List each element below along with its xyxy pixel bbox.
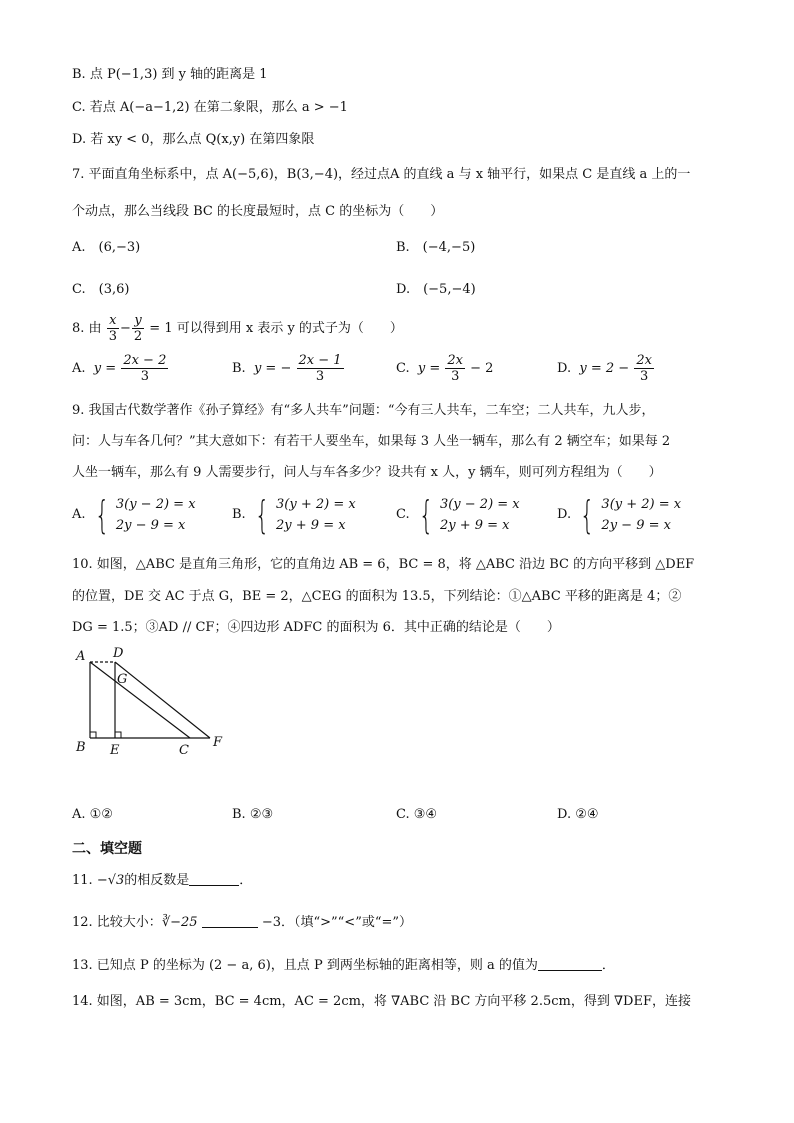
label-b: B: [76, 740, 86, 755]
q9-stem-line1: 9. 我国古代数学著作《孙子算经》有“多人共车”问题：“今有三人共车，二车空；二人共车，九人步，: [72, 403, 655, 418]
q8-option-d: D. y = 2 − $\frac{2x}{3}$: [557, 353, 652, 384]
label-d: D: [113, 646, 124, 661]
q7-stem-line1: 7. 平面直角坐标系中，点 A(−5,6)，B(3,−4)，经过点A 的直线 a 与 x 轴平行，如果点 C 是直线 a 上的一: [72, 167, 691, 182]
section-fill-in-title: 二、填空题: [72, 841, 142, 857]
q10-stem-line3: DG = 1.5；③AD // CF；④四边形 ADFC 的面积为 6．其中正确的结论是（ ）: [72, 620, 560, 635]
label-c: C: [179, 743, 189, 758]
q14-stem-line1: 14. 如图，AB = 3cm，BC = 4cm，AC = 2cm，将 ∇ABC 沿 BC 方向平移 2.5cm，得到 ∇DEF，连接: [72, 994, 691, 1009]
right-angle-mark-b: [90, 732, 96, 738]
q7-option-a: A. (6,−3): [72, 240, 141, 255]
q7-option-d: D. (−5,−4): [396, 282, 476, 297]
q12-expression: ∛−25: [161, 915, 198, 930]
q6-option-c: C. 若点 A(−a−1,2) 在第二象限，那么 a > −1: [72, 100, 348, 115]
label-a: A: [76, 649, 86, 664]
q9-stem-line3: 人坐一辆车，那么有 9 人需要步行，问人与车各多少？设共有 x 人，y 辆车，则可列方程组为（ ）: [72, 465, 662, 480]
q10-option-d: D. ②④: [557, 807, 599, 822]
q10-option-c: C. ③④: [396, 807, 438, 822]
q11: 11. −√3的相反数是 ．: [72, 873, 253, 888]
q8-option-a-fraction: $\frac{2x - 2}{3}$: [123, 353, 167, 384]
q8-frac-x-over-3: $\frac{x}{3}$: [108, 313, 117, 344]
q9-stem-line2: 问：人与车各几何？”其大意如下：有若干人要坐车，如果每 3 人坐一辆车，那么有 2 辆空车；如果每 2: [72, 434, 671, 449]
q10-option-a: A. ①②: [72, 807, 113, 822]
q10-stem-line2: 的位置，DE 交 AC 于点 G，BE = 2，△CEG 的面积为 13.5，下列结论：①△ABC 平移的距离是 4；②: [72, 589, 682, 604]
q7-stem-line2: 个动点，那么当线段 BC 的长度最短时，点 C 的坐标为（ ）: [72, 204, 444, 219]
q8-option-b-fraction: $\frac{2x - 1}{3}$: [298, 353, 342, 384]
q7-option-c: C. (3,6): [72, 282, 130, 297]
q11-expression: −√3: [96, 873, 125, 888]
q10-triangle-figure: [70, 640, 240, 760]
q9-option-d: D. { 3(y + 2) = x 2y − 9 = x: [557, 493, 682, 537]
q8-minus: −: [119, 321, 131, 336]
q6-option-b: B. 点 P(−1,3) 到 y 轴的距离是 1: [72, 67, 268, 82]
q10-option-b: B. ②③: [232, 807, 274, 822]
q7-option-b: B. (−4,−5): [396, 240, 476, 255]
segment-df: [115, 662, 210, 738]
q10-stem-line1: 10. 如图，△ABC 是直角三角形，它的直角边 AB = 6，BC = 8，将 △ABC 沿边 BC 的方向平移到 △DEF: [72, 557, 695, 572]
q8-frac-y-over-2: $\frac{y}{2}$: [133, 313, 143, 344]
q8-option-a: A. y = $\frac{2x - 2}{3}$: [72, 353, 167, 384]
label-f: F: [213, 735, 223, 750]
label-g: G: [117, 672, 128, 687]
segment-ac: [90, 662, 190, 738]
q8-option-c: C. y = $\frac{2x}{3}$ − 2: [396, 353, 494, 384]
q8-option-d-fraction: $\frac{2x}{3}$: [636, 353, 652, 384]
q12: 12. 比较大小：∛−25 −3．（填“>”“<”或“=”）: [72, 915, 413, 930]
q6-option-d: D. 若 xy < 0，那么点 Q(x,y) 在第四象限: [72, 132, 315, 147]
label-e: E: [110, 743, 120, 758]
q9-option-b: B. { 3(y + 2) = x 2y + 9 = x: [232, 493, 356, 537]
q8-suffix: = 1 可以得到用 x 表示 y 的式子为（ ）: [149, 321, 403, 336]
right-angle-mark-e: [115, 732, 121, 738]
q8-prefix: 8. 由: [72, 321, 102, 336]
q11-answer-blank[interactable]: [189, 872, 239, 886]
q9-option-a: A. { 3(y − 2) = x 2y − 9 = x: [72, 493, 196, 537]
q8-stem: [72, 313, 403, 345]
q9-option-c: C. { 3(y − 2) = x 2y + 9 = x: [396, 493, 520, 537]
q13-answer-blank[interactable]: [538, 957, 602, 971]
q8-option-b: B. y = − $\frac{2x - 1}{3}$: [232, 353, 342, 384]
q8-option-c-fraction: $\frac{2x}{3}$: [447, 353, 464, 384]
q12-answer-blank[interactable]: [202, 914, 258, 928]
q13: 13. 已知点 P 的坐标为 (2 − a, 6)，且点 P 到两坐标轴的距离相等，则 a 的值为 ．: [72, 958, 615, 973]
